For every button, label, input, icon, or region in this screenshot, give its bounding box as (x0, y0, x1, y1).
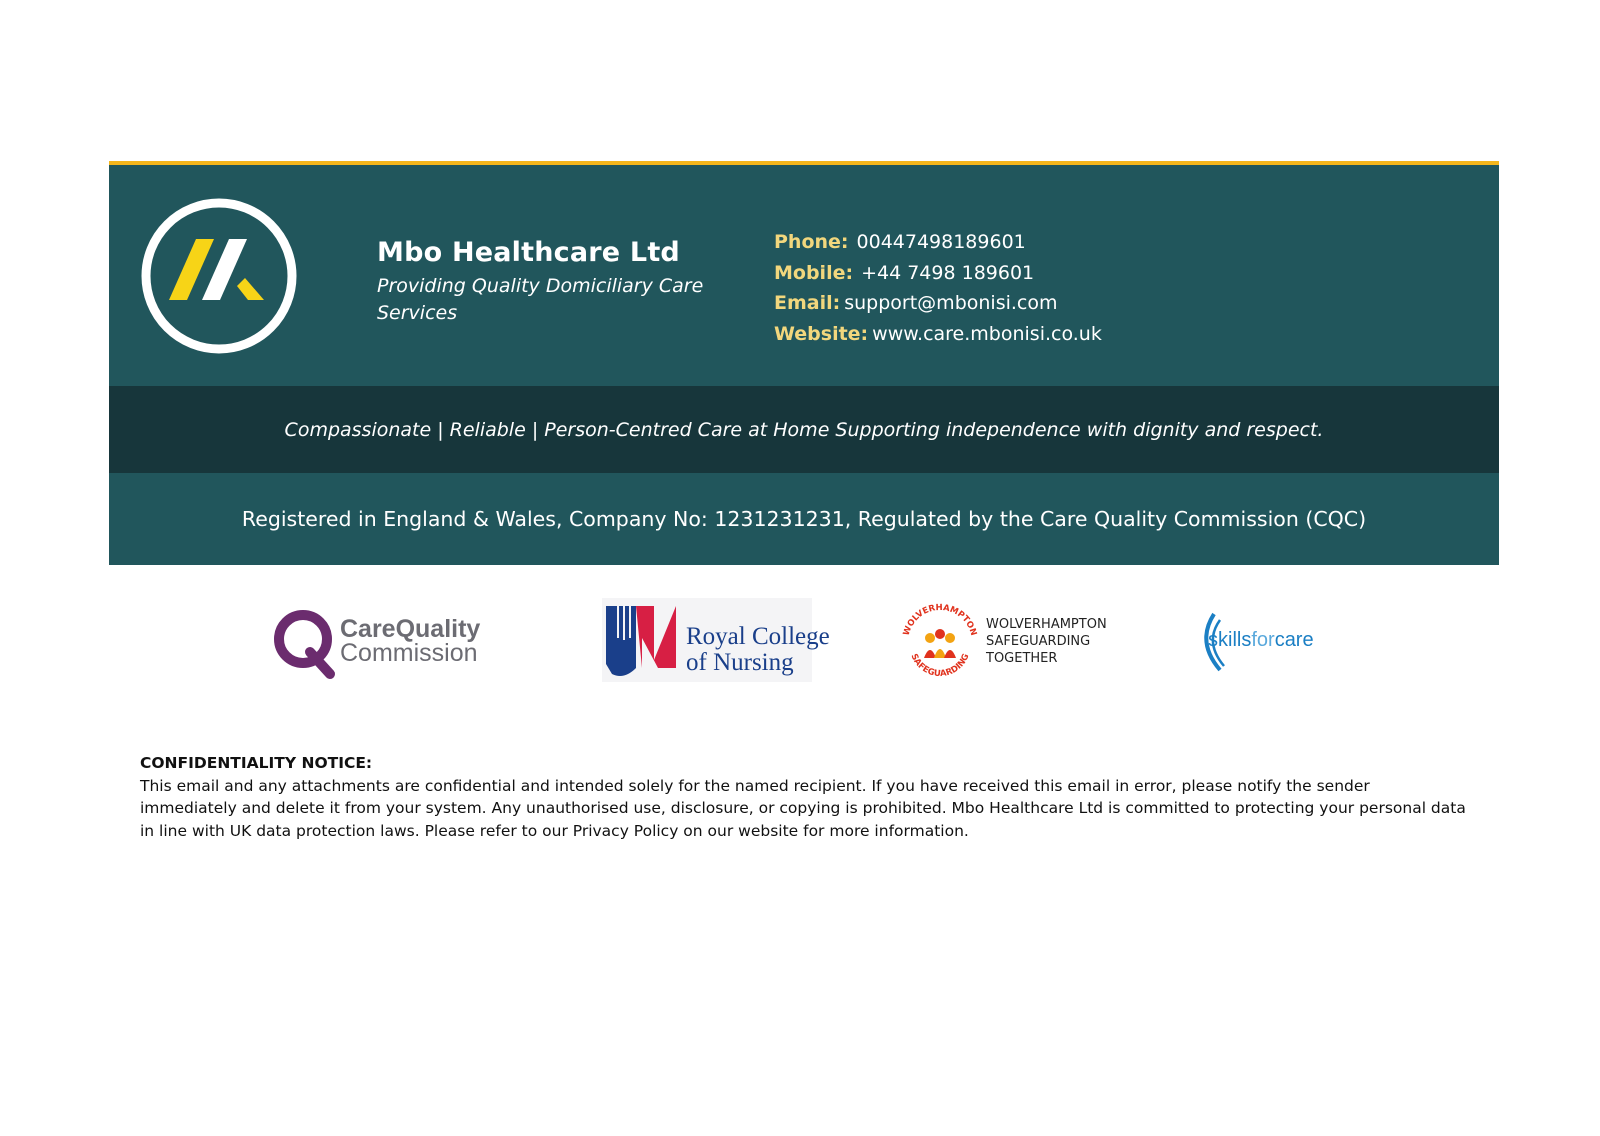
email-signature (109, 161, 1499, 565)
company-subtitle: Providing Quality Domiciliary Care Services (377, 275, 704, 324)
contact-row-mobile (774, 258, 1102, 289)
email-label: Email: (774, 292, 841, 314)
phone-value[interactable]: 00447498189601 (856, 231, 1026, 253)
website-label: Website: (774, 322, 869, 345)
wolverhampton-line2: SAFEGUARDING (986, 634, 1091, 649)
contact-row-phone (774, 227, 1102, 258)
skills-for-care-logo (1196, 612, 1326, 674)
skills-part1: skills (1208, 629, 1252, 651)
company-name: Mbo Healthcare Ltd (377, 237, 680, 268)
confidentiality-notice (140, 752, 1470, 842)
registration-text: Registered in England & Wales, Company No: 1231231231, Regulated by the Care Quality Commission (CQC) (241, 507, 1367, 531)
cqc-logo (272, 608, 492, 680)
email-link[interactable]: support@mbonisi.com (844, 292, 1058, 314)
wolverhampton-line3: TOGETHER (986, 651, 1058, 666)
tagline: Compassionate | Reliable | Person-Centred Care at Home Supporting independence with dignity and respect. (284, 418, 1324, 441)
wolverhampton-ring-bottom: SAFEGUARDING (908, 652, 972, 680)
svg-text:skillsforcare (1208, 629, 1314, 651)
website-link[interactable]: www.care.mbonisi.co.uk (872, 322, 1102, 345)
mobile-label: Mobile: (774, 261, 854, 284)
wolverhampton-safeguarding-logo (900, 602, 1130, 682)
signature-header (109, 165, 1499, 386)
partner-logos (0, 598, 1600, 688)
tagline-band (109, 386, 1499, 473)
cqc-line1: CareQuality (340, 615, 481, 643)
wolverhampton-line1: WOLVERHAMPTON (986, 617, 1107, 632)
mobile-value[interactable]: +44 7498 189601 (861, 261, 1035, 284)
contact-row-website (774, 319, 1102, 350)
rcn-line2: of Nursing (686, 649, 794, 676)
registration-band (109, 473, 1499, 565)
company-block (377, 235, 717, 327)
skills-part3: care (1274, 629, 1314, 651)
rcn-logo (602, 598, 830, 682)
wolverhampton-ring-top: WOLVERHAMPTON (901, 602, 979, 637)
contact-row-email (774, 288, 1102, 319)
skills-part2: for (1251, 629, 1275, 651)
cqc-line2: Commission (340, 639, 478, 667)
confidentiality-body: This email and any attachments are confidential and intended solely for the named recipient. If you have received this email in error, please notify the sender immediately and delete it from your system. Any unauthorised use, disclosure, or copying is prohibited. Mbo Healthcare Ltd is committed to protecting your personal data in line with UK data protection laws. Please refer to our Privacy Policy on our website for more information. (140, 776, 1466, 840)
phone-label: Phone: (774, 231, 849, 253)
rcn-line1: Royal College (686, 623, 830, 650)
contact-details (774, 227, 1102, 349)
mbo-logo-icon (139, 196, 299, 356)
confidentiality-title: CONFIDENTIALITY NOTICE: (140, 754, 373, 772)
